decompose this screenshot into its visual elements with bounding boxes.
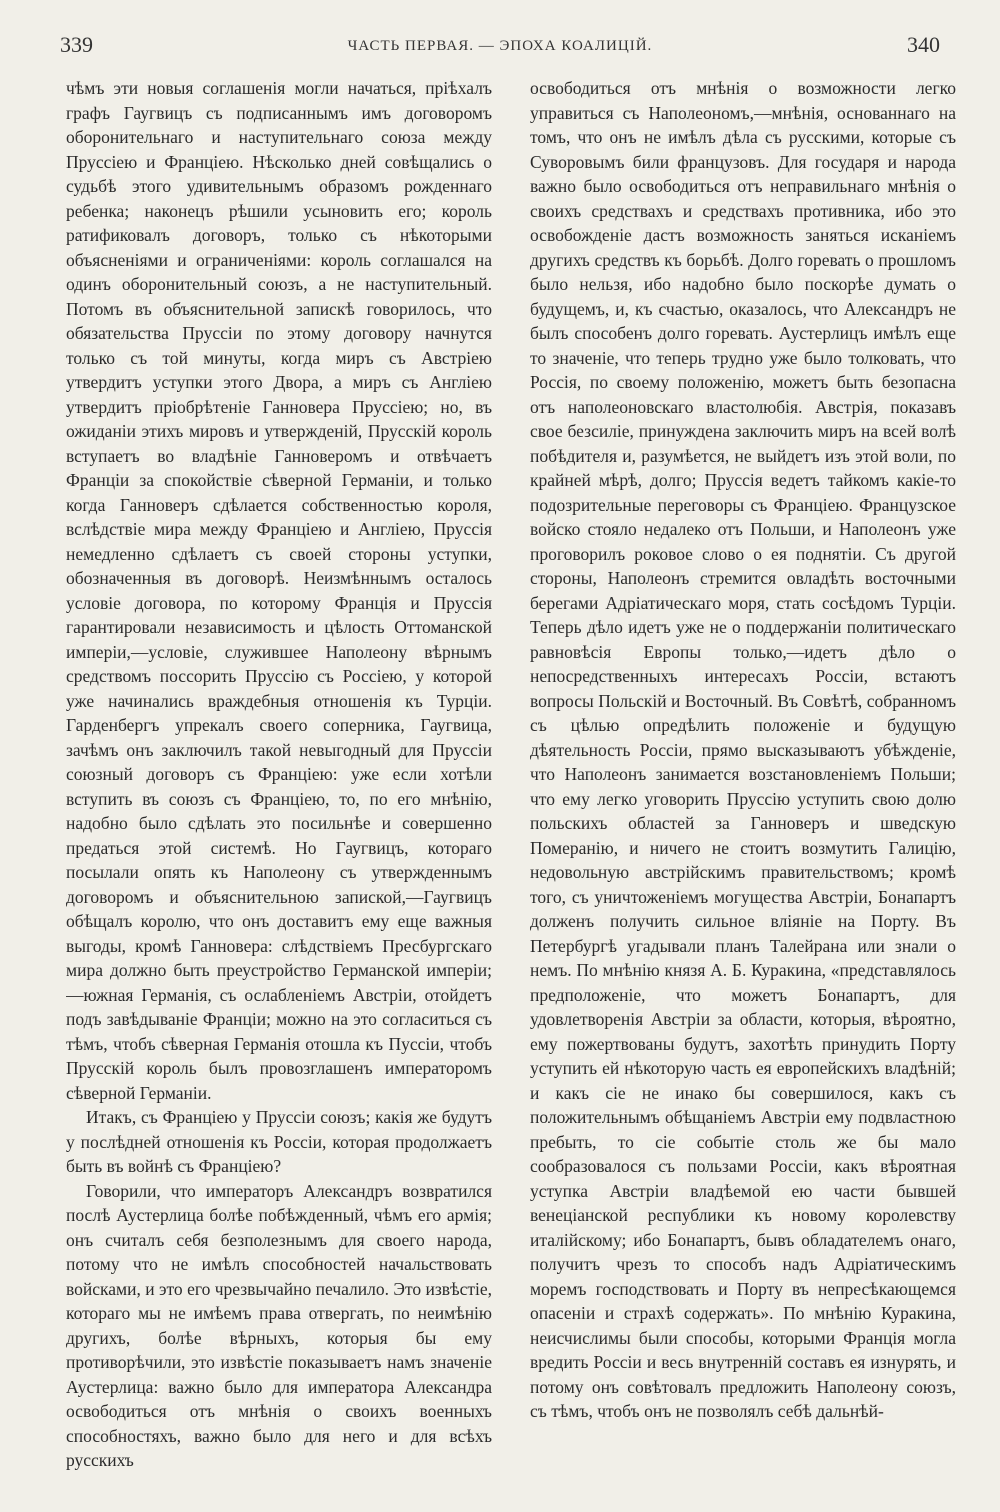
page-header <box>58 32 942 62</box>
paragraph: Говорили, что императоръ Александръ возвратился послѣ Аустерлица болѣе побѣжденный, чѣмъ его армія; онъ считалъ себя безполезнымъ для своего народа, потому что не имѣлъ способностей начальствовать войсками, и это его чрезвычайно печалило. Это извѣстіе, котораго мы не имѣемъ права отвергать, по неимѣнію другихъ, болѣе вѣрныхъ, которыя бы ему противорѣчили, это извѣстіе показываетъ намъ значеніе Аустерлица: важно было для императора Александра освободиться отъ мнѣнія о своихъ военныхъ способностяхъ, важно было для него и для всѣхъ русскихъ <box>66 1180 492 1470</box>
paragraph: чѣмъ эти новыя соглашенія могли начаться, пріѣхалъ графъ Гаугвицъ съ подписаннымъ имъ договоромъ оборонительнаго и наступительнаго союза между Пруссіею и Франціею. Нѣсколько дней совѣщались о судьбѣ этого удивительнымъ образомъ рожденнаго ребенка; наконецъ рѣшили усыновить его; король ратификовалъ договоръ, только съ нѣкоторыми объясненіями и ограниченіями: король соглашался на одинъ оборонительный союзъ, а не наступительный. Потомъ въ объяснительной запискѣ говорилось, что обязательства Пруссіи по этому договору начнутся только съ той минуты, когда миръ съ Австріею утвердитъ уступки этого Двора, а миръ съ Англіею утвердитъ пріобрѣтеніе Ганновера Пруссіею; но, въ ожиданіи этихъ мировъ и утвержденій, Прусскій король вступаетъ во владѣніе Ганноверомъ и отвѣчаетъ Франціи за спокойствіе сѣверной Германіи, и только когда Ганноверъ сдѣлается собственностью короля, вслѣдствіе мира между Франціею и Англіею, Пруссія немедленно сдѣлаетъ съ своей стороны уступки, обозначенныя въ договорѣ. Неизмѣннымъ осталось условіе договора, по которому Франція и Пруссія гарантировали независимость и цѣлость Оттоманской имперіи,—условіе, служившее Наполеону вѣрнымъ средствомъ поссорить Пруссію съ Россіею, у которой уже начинались враждебныя отношенія къ Турціи. Гарденбергъ упрекалъ своего соперника, Гаугвица, зачѣмъ онъ заключилъ такой невыгодный для Пруссіи союзный договоръ съ Франціею: уже если хотѣли вступить въ союзъ съ Франціею, то, по его мнѣнію, надобно было сдѣлать это посильнѣе и совершенно предаться этой системѣ. Но Гаугвицъ, котораго посылали опять къ Наполеону съ утвержденнымъ договоромъ и объяснительною запиской,—Гаугвицъ обѣщалъ королю, что онъ доставитъ ему еще важныя выгоды, кромѣ Ганновера: слѣдствіемъ Пресбургскаго мира должно быть преустройство Германской имперіи;—южная Германія, съ ослабленіемъ Австріи, отойдетъ подъ завѣдываніе Франціи; можно на это согласиться съ тѣмъ, чтобъ сѣверная Германія отошла къ Пуссіи, чтобъ Прусскій король былъ провозглашенъ императоромъ сѣверной Германіи. <box>66 78 492 1103</box>
page-number-right: 340 <box>907 32 940 57</box>
paragraph: освободиться отъ мнѣнія о возможности легко управиться съ Наполеономъ,—мнѣнія, основаннаго на томъ, что онъ не имѣлъ дѣла съ русскими, которые съ Суворовымъ били французовъ. Для государя и народа важно было освободиться отъ неправильнаго мнѣнія о своихъ средствахъ и средствахъ противника, ибо это освобожденіе дастъ возможность заняться исканіемъ другихъ средствъ къ борьбѣ. Долго горевать о прошломъ было нельзя, ибо надобно было поскорѣе думать о будущемъ, и, къ счастью, оказалось, что Александръ не былъ способенъ долго горевать. Аустерлицъ имѣлъ еще то значеніе, что теперь трудно уже было толковать, что Россія, по своему положенію, можетъ быть безопасна отъ наполеоновскаго властолюбія. Австрія, показавъ свое безсиліе, принуждена заключить миръ на всей волѣ побѣдителя и, разумѣется, не выйдетъ изъ этой воли, по крайней мѣрѣ, долго; Пруссія ведетъ тайкомъ какіе-то подозрительные переговоры съ Франціею. Французское войско стояло недалеко отъ Польши, и Наполеонъ уже проговорилъ роковое слово о ея поднятіи. Съ другой стороны, Наполеонъ стремится овладѣть восточными берегами Адріатическаго моря, стать сосѣдомъ Турціи. Теперь дѣло идетъ уже не о поддержаніи политическаго равновѣсія Европы только,—идетъ дѣло о непосредственныхъ интересахъ Россіи, встаютъ вопросы Польскій и Восточный. Въ Совѣтѣ, собранномъ съ цѣлью опредѣлить положеніе и будущую дѣятельность Россіи, прямо высказываютъ убѣжденіе, что Наполеонъ занимается возстановленіемъ Польши; что ему легко уговорить Пруссію уступить свою долю польскихъ областей за Ганноверъ и шведскую Померанію, и ничего не стоитъ возмутить Галицію, недовольную австрійскимъ правительствомъ; кромѣ того, съ уничтоженіемъ могущества Австріи, Бонапартъ долженъ получить сильное вліяніе на Порту. Въ Петербургѣ угадывали планъ Талейрана или знали о немъ. По мнѣнію князя А. Б. Куракина, «представлялось предположеніе, что можетъ Бонапартъ, для удовлетворенія Австріи за области, которыя, вѣроятно, ему пожертвованы будутъ, захотѣть принудить Порту уступить ей нѣкоторую часть ея европейскихъ владѣній; и какъ сіе не инако бы совершилося, какъ съ положительнымъ обѣщаніемъ Австріи ему подвластною пребыть, то сіе событіе столь же бы мало сообразовалося съ пользами Россіи, какъ вѣроятная уступка Австріи владѣемой ею части бывшей венеціанской республики къ новому королевству италійскому; ибо Бонапартъ, бывъ обладателемъ онаго, получитъ чрезъ то способъ надъ Адріатическимъ моремъ господствовать и Порту въ непресѣкающемся опасеніи и страхѣ содержать». По мнѣнію Куракина, неисчислимы были способы, которыми Франція могла вредить Россіи и весь внутренній составъ ея изнурять, и потому онъ совѣтовалъ предложить Наполеону союзъ, съ тѣмъ, чтобъ онъ не позволялъ себѣ дальнѣй- <box>530 78 956 1421</box>
paragraph: Итакъ, съ Франціею у Пруссіи союзъ; какія же будутъ у послѣдней отношенія къ Россіи, которая продолжаетъ быть въ войнѣ съ Франціею? <box>66 1107 492 1176</box>
page-number-left: 339 <box>60 32 93 57</box>
text-column-left <box>66 76 492 1486</box>
running-title: ЧАСТЬ ПЕРВАЯ. — ЭПОХА КОАЛИЦІЙ. <box>347 38 653 54</box>
text-column-right <box>530 76 956 1486</box>
